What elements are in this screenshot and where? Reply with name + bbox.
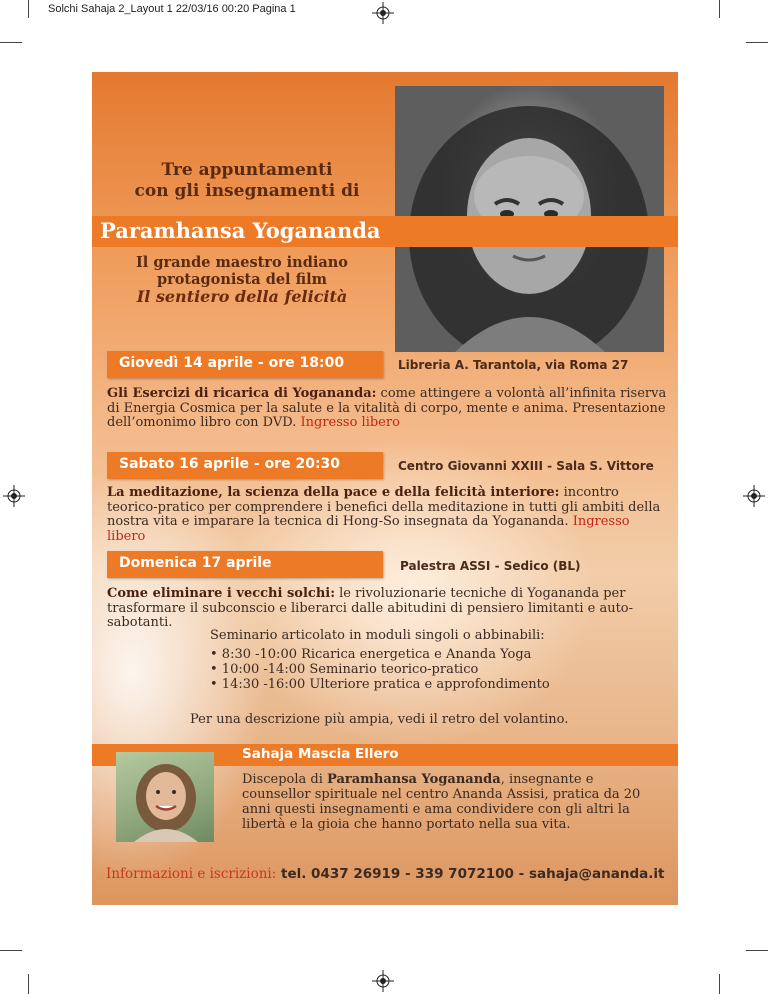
event-3-text: le rivoluzionarie tecniche di Yogananda per trasformare il subconscio e liberarci dalle abitudini di pensiero limitanti e auto-sabotanti. (107, 586, 634, 630)
event-1-text: come attingere a volontà all’infinita riserva di Energia Cosmica per la salute e la vitalità di corpo, mente e anima. Presentazione dell’omonimo libro con DVD. (107, 386, 667, 430)
event-1-date-box (107, 351, 383, 378)
seminar-intro: Seminario articolato in moduli singoli o abbinabili: (210, 628, 545, 643)
crop-mark (719, 974, 720, 994)
more-info-note: Per una descrizione più ampia, vedi il retro del volantino. (190, 712, 569, 727)
event-2-description (107, 486, 667, 544)
seminar-block (210, 628, 550, 692)
registration-mark-icon (372, 970, 394, 992)
event-3-venue: Palestra ASSI - Sedico (BL) (400, 559, 581, 573)
contact-label: Informazioni e iscrizioni: (106, 866, 277, 882)
crop-mark (746, 950, 768, 951)
teacher-bio (242, 772, 662, 832)
headline: Paramhansa Yogananda (100, 218, 381, 243)
subtitle-line-2: protagonista del film (156, 271, 328, 288)
intro-line-2: con gli insegnamenti di (134, 181, 360, 201)
subtitle-line-1: Il grande maestro indiano (136, 254, 348, 271)
bio-intro: Discepola di (242, 772, 328, 787)
contact-details[interactable]: tel. 0437 26919 - 339 7072100 - sahaja@ananda.it (276, 866, 665, 882)
crop-mark (28, 0, 29, 18)
event-1-date: Giovedì 14 aprile - ore 18:00 (119, 355, 345, 371)
bio-text: , insegnante e counsellor spirituale nel centro Ananda Assisi, pratica da 20 anni questi insegnamenti e ama condividere con gli altri la libertà e la gioia che hanno portato nella sua vita. (242, 772, 641, 832)
film-title: Il sentiero della felicità (136, 287, 348, 306)
schedule-item: • 14:30 -16:00 Ulteriore pratica e approfondimento (210, 677, 550, 692)
crop-mark (719, 0, 720, 18)
event-2-date-box (107, 452, 383, 479)
intro-line-1: Tre appuntamenti (161, 160, 333, 180)
event-3-description (107, 587, 667, 631)
event-1-venue: Libreria A. Tarantola, via Roma 27 (398, 358, 629, 372)
crop-mark (28, 974, 29, 994)
registration-mark-icon (3, 485, 25, 507)
print-slug: Solchi Sahaja 2_Layout 1 22/03/16 00:20 Pagina 1 (48, 3, 296, 15)
crop-mark (746, 42, 768, 43)
crop-mark (0, 42, 22, 43)
seminar-schedule (210, 647, 550, 692)
schedule-item: • 10:00 -14:00 Seminario teorico-pratico (210, 662, 479, 677)
teacher-photo (116, 752, 214, 842)
event-1-entry: Ingresso libero (300, 415, 400, 430)
event-1-description (107, 387, 667, 431)
event-3-title: Come eliminare i vecchi solchi: (107, 586, 336, 601)
schedule-item: • 8:30 -10:00 Ricarica energetica e Ananda Yoga (210, 647, 532, 662)
flyer (92, 72, 678, 905)
bio-master: Paramhansa Yogananda (327, 772, 501, 787)
event-3-date-box (107, 551, 383, 578)
registration-mark-icon (372, 2, 394, 24)
registration-mark-icon (743, 485, 765, 507)
event-2-text: incontro teorico-pratico per comprendere i benefici della meditazione in tutti gli ambiti della nostra vita e imparare la tecnica di Hong-So insegnata da Yogananda. (107, 485, 661, 529)
event-2-title: La meditazione, la scienza della pace e della felicità interiore: (107, 485, 560, 500)
contact-info (106, 866, 664, 882)
event-1-title: Gli Esercizi di ricarica di Yogananda: (107, 386, 377, 401)
crop-mark (0, 950, 22, 951)
event-2-venue: Centro Giovanni XXIII - Sala S. Vittore (398, 459, 654, 473)
event-2-date: Sabato 16 aprile - ore 20:30 (119, 456, 341, 472)
event-2-entry: Ingresso libero (107, 514, 630, 544)
teacher-name: Sahaja Mascia Ellero (242, 746, 399, 762)
event-3-date: Domenica 17 aprile (119, 555, 272, 571)
